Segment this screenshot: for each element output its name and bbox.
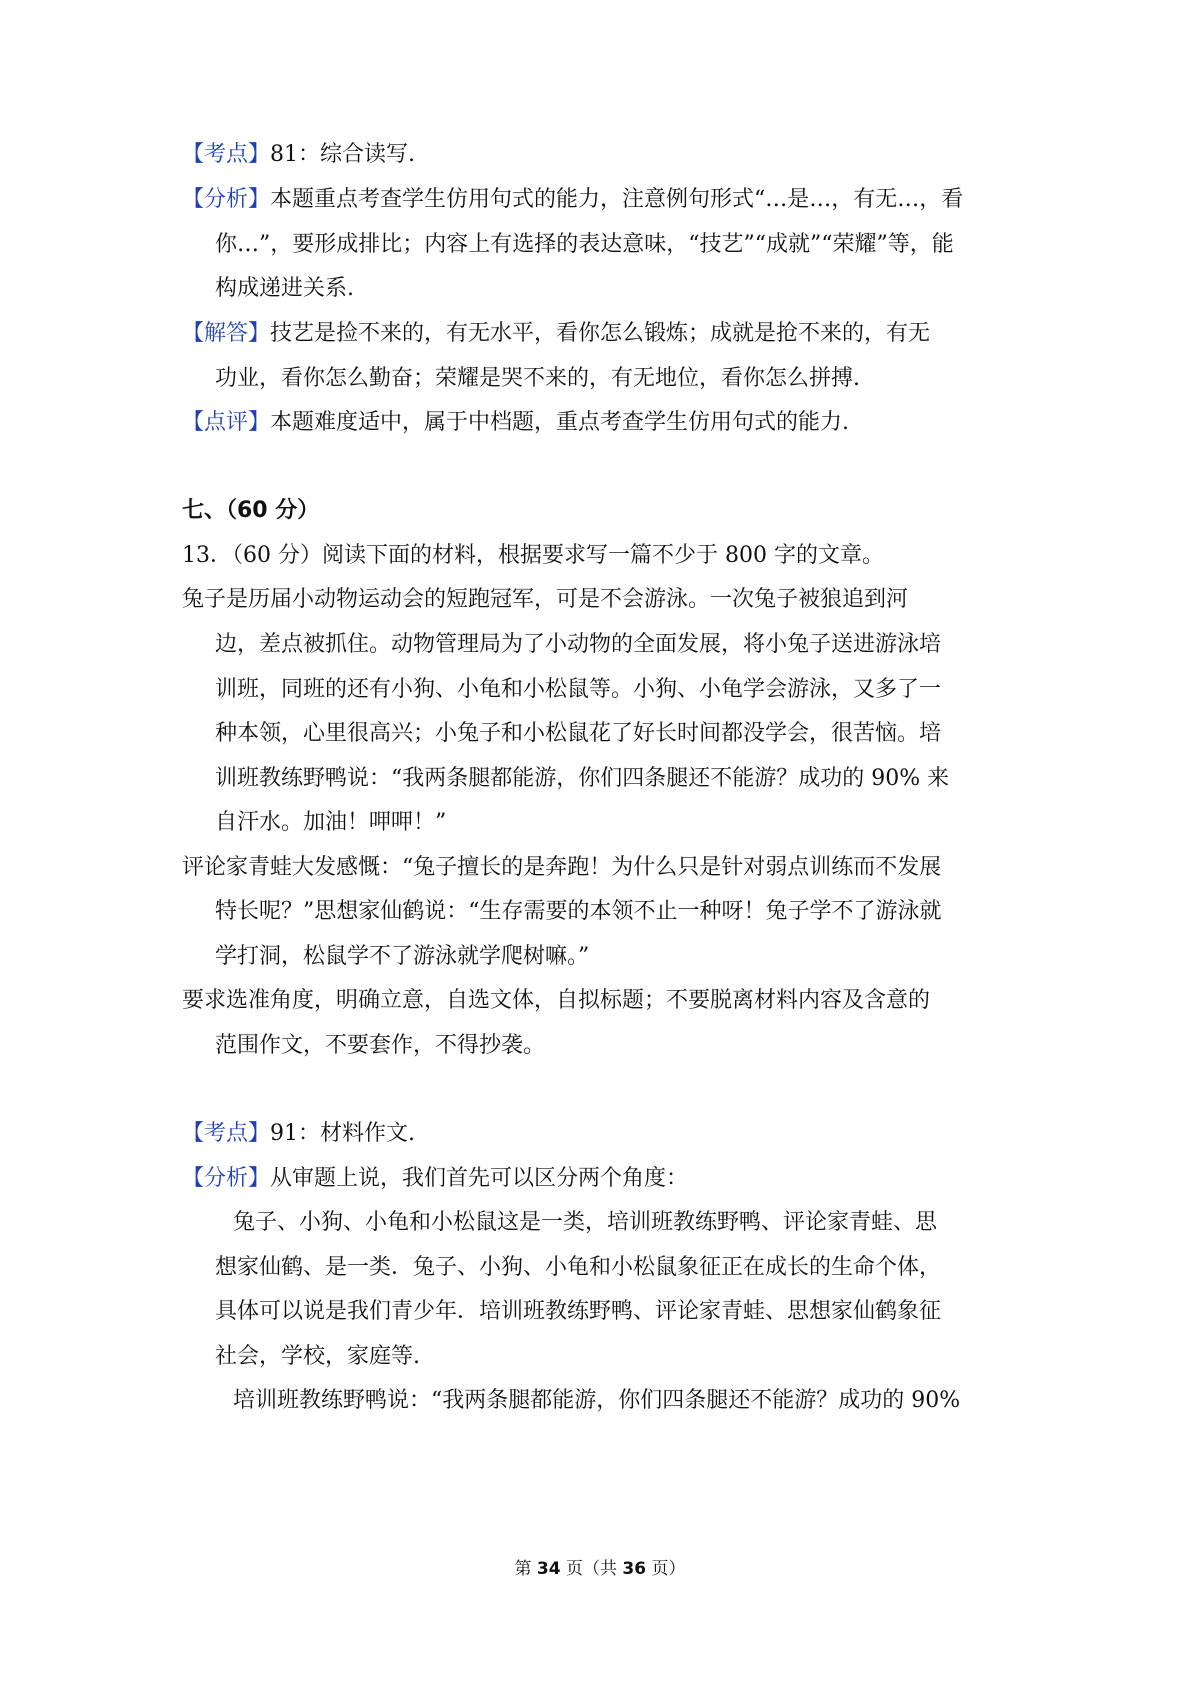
fenxi-line: 你…”，要形成排比；内容上有选择的表达意味，“技艺”“成就”“荣耀”等，能 — [215, 232, 954, 257]
dianping-text: 本题难度适中，属于中档题，重点考查学生仿用句式的能力. — [270, 410, 850, 435]
dianping-tag: 【点评】 — [182, 410, 271, 435]
jieda-line: 技艺是捡不来的，有无水平，看你怎么锻炼；成就是抢不来的，有无 — [270, 321, 931, 346]
kaodian-tag: 【考点】 — [182, 142, 271, 167]
material-line: 特长呢？”思想家仙鹤说：“生存需要的本领不止一种呀！兔子学不了游泳就 — [215, 899, 942, 924]
footer-suffix: 页） — [646, 1559, 686, 1579]
page-footer — [0, 1558, 1200, 1580]
fenxi-line: 构成递进关系. — [215, 276, 354, 301]
question-stem: 13．（60 分）阅读下面的材料，根据要求写一篇不少于 800 字的文章。 — [182, 543, 884, 568]
material-line: 训班教练野鸭说：“我两条腿都能游，你们四条腿还不能游？成功的 90% 来 — [215, 766, 950, 791]
analysis-line: 培训班教练野鸭说：“我两条腿都能游，你们四条腿还不能游？成功的 90% — [233, 1388, 961, 1413]
dianping-1 — [182, 408, 849, 438]
fenxi-tag: 【分析】 — [182, 1166, 271, 1191]
material-line: 自汗水。加油！呷呷！” — [215, 810, 447, 835]
fenxi-tag: 【分析】 — [182, 187, 271, 212]
fenxi-2 — [182, 1164, 688, 1194]
section-title: 七、（60 分） — [182, 498, 320, 523]
material-line: 学打洞，松鼠学不了游泳就学爬树嘛。” — [215, 944, 590, 969]
analysis-line: 想家仙鹤、是一类．兔子、小狗、小龟和小松鼠象征正在成长的生命个体， — [215, 1255, 942, 1280]
material-line: 兔子是历届小动物运动会的短跑冠军，可是不会游泳。一次兔子被狼追到河 — [182, 587, 909, 612]
fenxi-1 — [182, 185, 963, 215]
kaodian-1 — [182, 140, 415, 170]
kaodian-text: 91：材料作文. — [270, 1121, 416, 1146]
material-line: 训班，同班的还有小狗、小龟和小松鼠等。小狗、小龟学会游泳，又多了一 — [215, 677, 942, 702]
analysis-line: 社会，学校，家庭等. — [215, 1344, 420, 1369]
material-line: 种本领，心里很高兴；小兔子和小松鼠花了好长时间都没学会，很苦恼。培 — [215, 721, 942, 746]
material-line: 边，差点被抓住。动物管理局为了小动物的全面发展，将小兔子送进游泳培 — [215, 632, 942, 657]
analysis-line: 兔子、小狗、小龟和小松鼠这是一类，培训班教练野鸭、评论家青蛙、思 — [233, 1210, 938, 1235]
kaodian-text: 81：综合读写. — [270, 142, 416, 167]
footer-middle: 页（共 — [560, 1559, 623, 1579]
analysis-line: 具体可以说是我们青少年．培训班教练野鸭、评论家青蛙、思想家仙鹤象征 — [215, 1299, 942, 1324]
kaodian-tag: 【考点】 — [182, 1121, 271, 1146]
jieda-line: 功业，看你怎么勤奋；荣耀是哭不来的，有无地位，看你怎么拼搏. — [215, 366, 860, 391]
kaodian-2 — [182, 1119, 415, 1149]
fenxi-text: 从审题上说，我们首先可以区分两个角度： — [270, 1166, 689, 1191]
footer-page-number: 34 — [536, 1559, 561, 1579]
fenxi-line: 本题重点考查学生仿用句式的能力，注意例句形式“…是…，有无…，看 — [270, 187, 964, 212]
jieda-1 — [182, 319, 930, 349]
footer-total-pages: 36 — [622, 1559, 647, 1579]
material-line: 评论家青蛙大发感慨：“兔子擅长的是奔跑！为什么只是针对弱点训练而不发展 — [182, 855, 942, 880]
requirement-line: 要求选准角度，明确立意，自选文体，自拟标题；不要脱离材料内容及含意的 — [182, 988, 931, 1013]
footer-prefix: 第 — [514, 1559, 537, 1579]
requirement-line: 范围作文，不要套作，不得抄袭。 — [215, 1033, 546, 1058]
jieda-tag: 【解答】 — [182, 321, 271, 346]
